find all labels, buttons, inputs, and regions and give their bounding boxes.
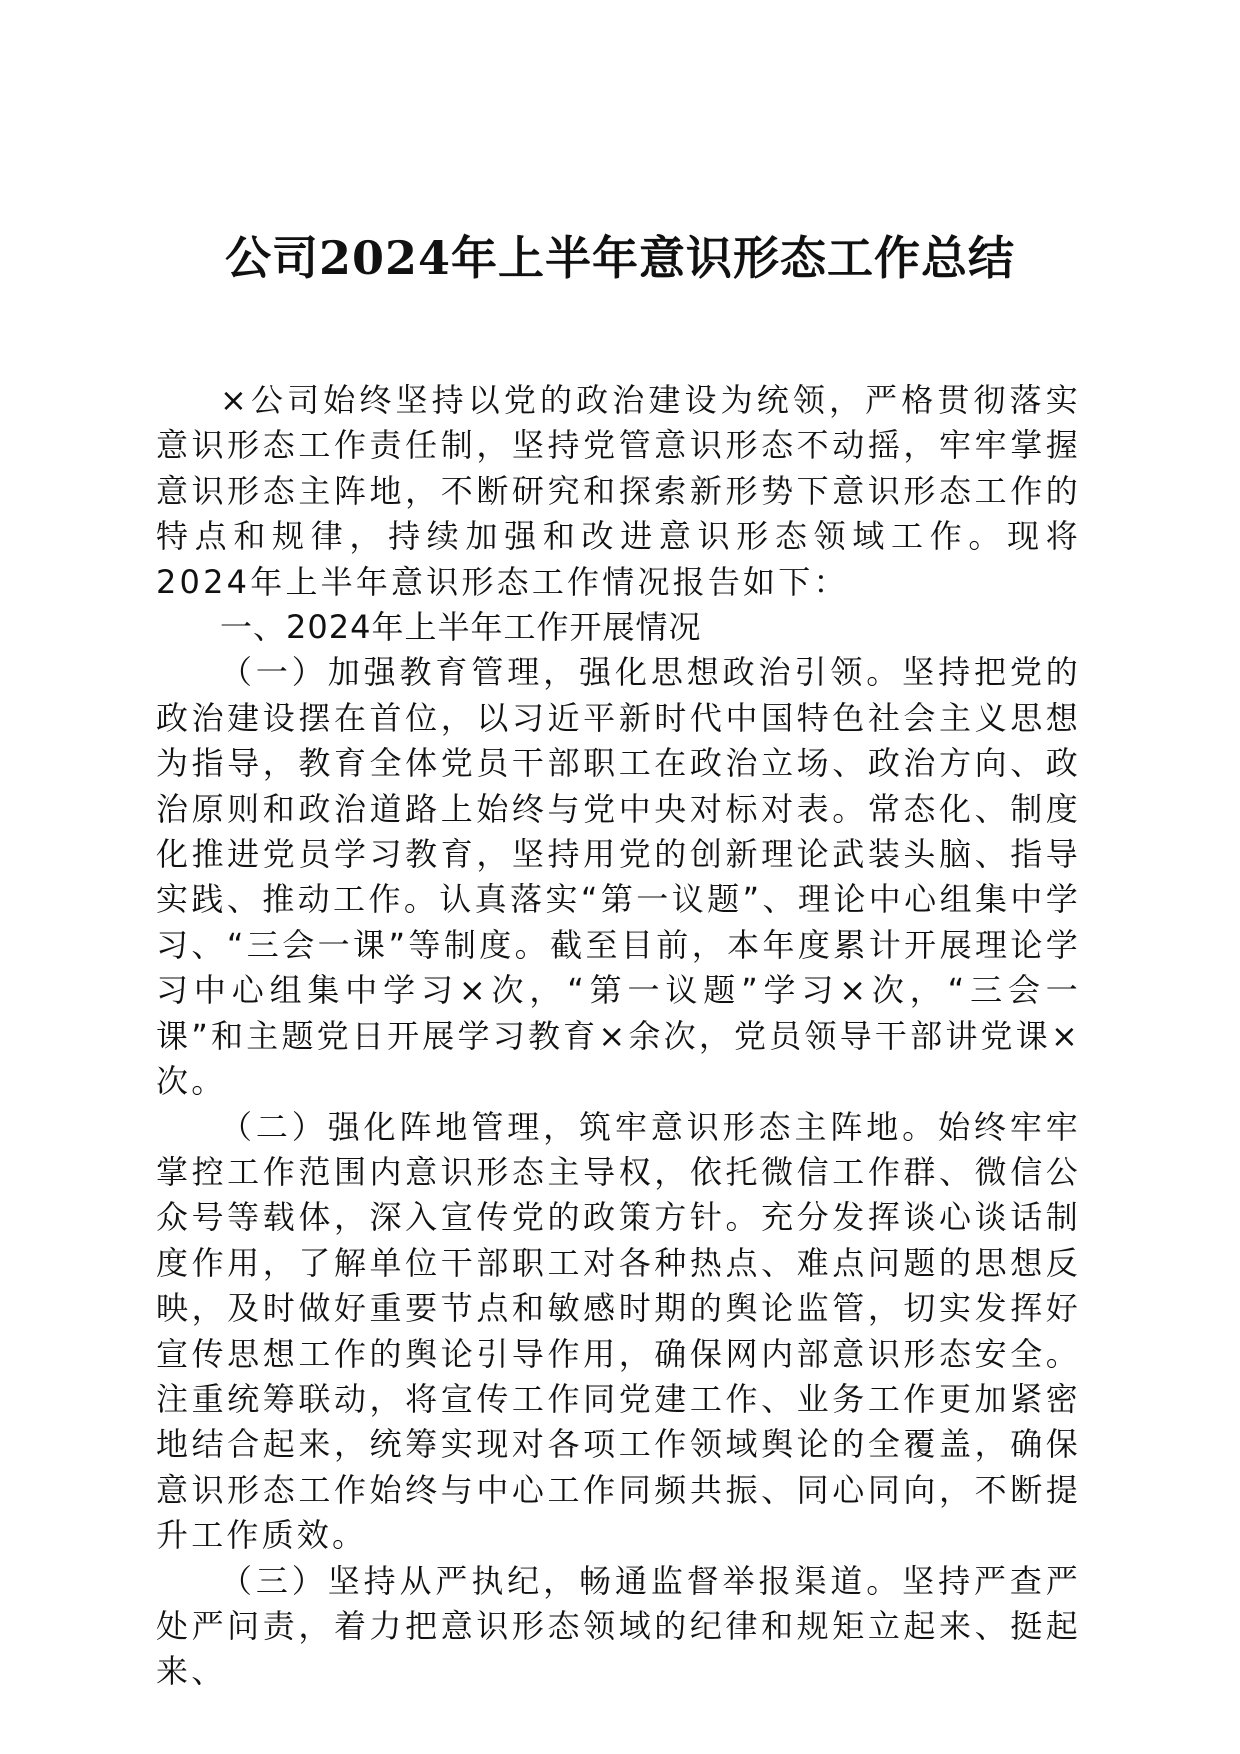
paragraph-education: （一）加强教育管理，强化思想政治引领。坚持把党的政治建设摆在首位，以习近平新时代中国特色社会主义思想为指导，教育全体党员干部职工在政治立场、政治方向、政治原则和政治道路上始终与党中央对标对表。常态化、制度化推进党员学习教育，坚持用党的创新理论武装头脑、指导实践、推动工作。认真落实“第一议题”、理论中心组集中学习、“三会一课”等制度。截至目前，本年度累计开展理论学习中心组集中学习×次，“第一议题”学习×次，“三会一课”和主题党日开展学习教育×余次，党员领导干部讲党课×次。 <box>156 653 1081 1101</box>
document-body <box>156 378 1081 1695</box>
document-title: 公司2024年上半年意识形态工作总结 <box>224 231 1016 285</box>
paragraph-discipline: （三）坚持从严执纪，畅通监督举报渠道。坚持严查严处严问责，着力把意识形态领域的纪律和规矩立起来、挺起来、 <box>156 1561 1081 1691</box>
paragraph-position-management: （二）强化阵地管理，筑牢意识形态主阵地。始终牢牢掌控工作范围内意识形态主导权，依托微信工作群、微信公众号等载体，深入宣传党的政策方针。充分发挥谈心谈话制度作用，了解单位干部职工对各种热点、难点问题的思想反映，及时做好重要节点和敏感时期的舆论监管，切实发挥好宣传思想工作的舆论引导作用，确保网内部意识形态安全。注重统筹联动，将宣传工作同党建工作、业务工作更加紧密地结合起来，统筹实现对各项工作领域舆论的全覆盖，确保意识形态工作始终与中心工作同频共振、同心同向，不断提升工作质效。 <box>156 1107 1081 1555</box>
intro-paragraph: ×公司始终坚持以党的政治建设为统领，严格贯彻落实意识形态工作责任制，坚持党管意识形态不动摇，牢牢掌握意识形态主阵地，不断研究和探索新形势下意识形态工作的特点和规律，持续加强和改进意识形态领域工作。现将2024年上半年意识形态工作情况报告如下： <box>156 381 1081 601</box>
section-heading: 一、2024年上半年工作开展情况 <box>220 608 702 647</box>
